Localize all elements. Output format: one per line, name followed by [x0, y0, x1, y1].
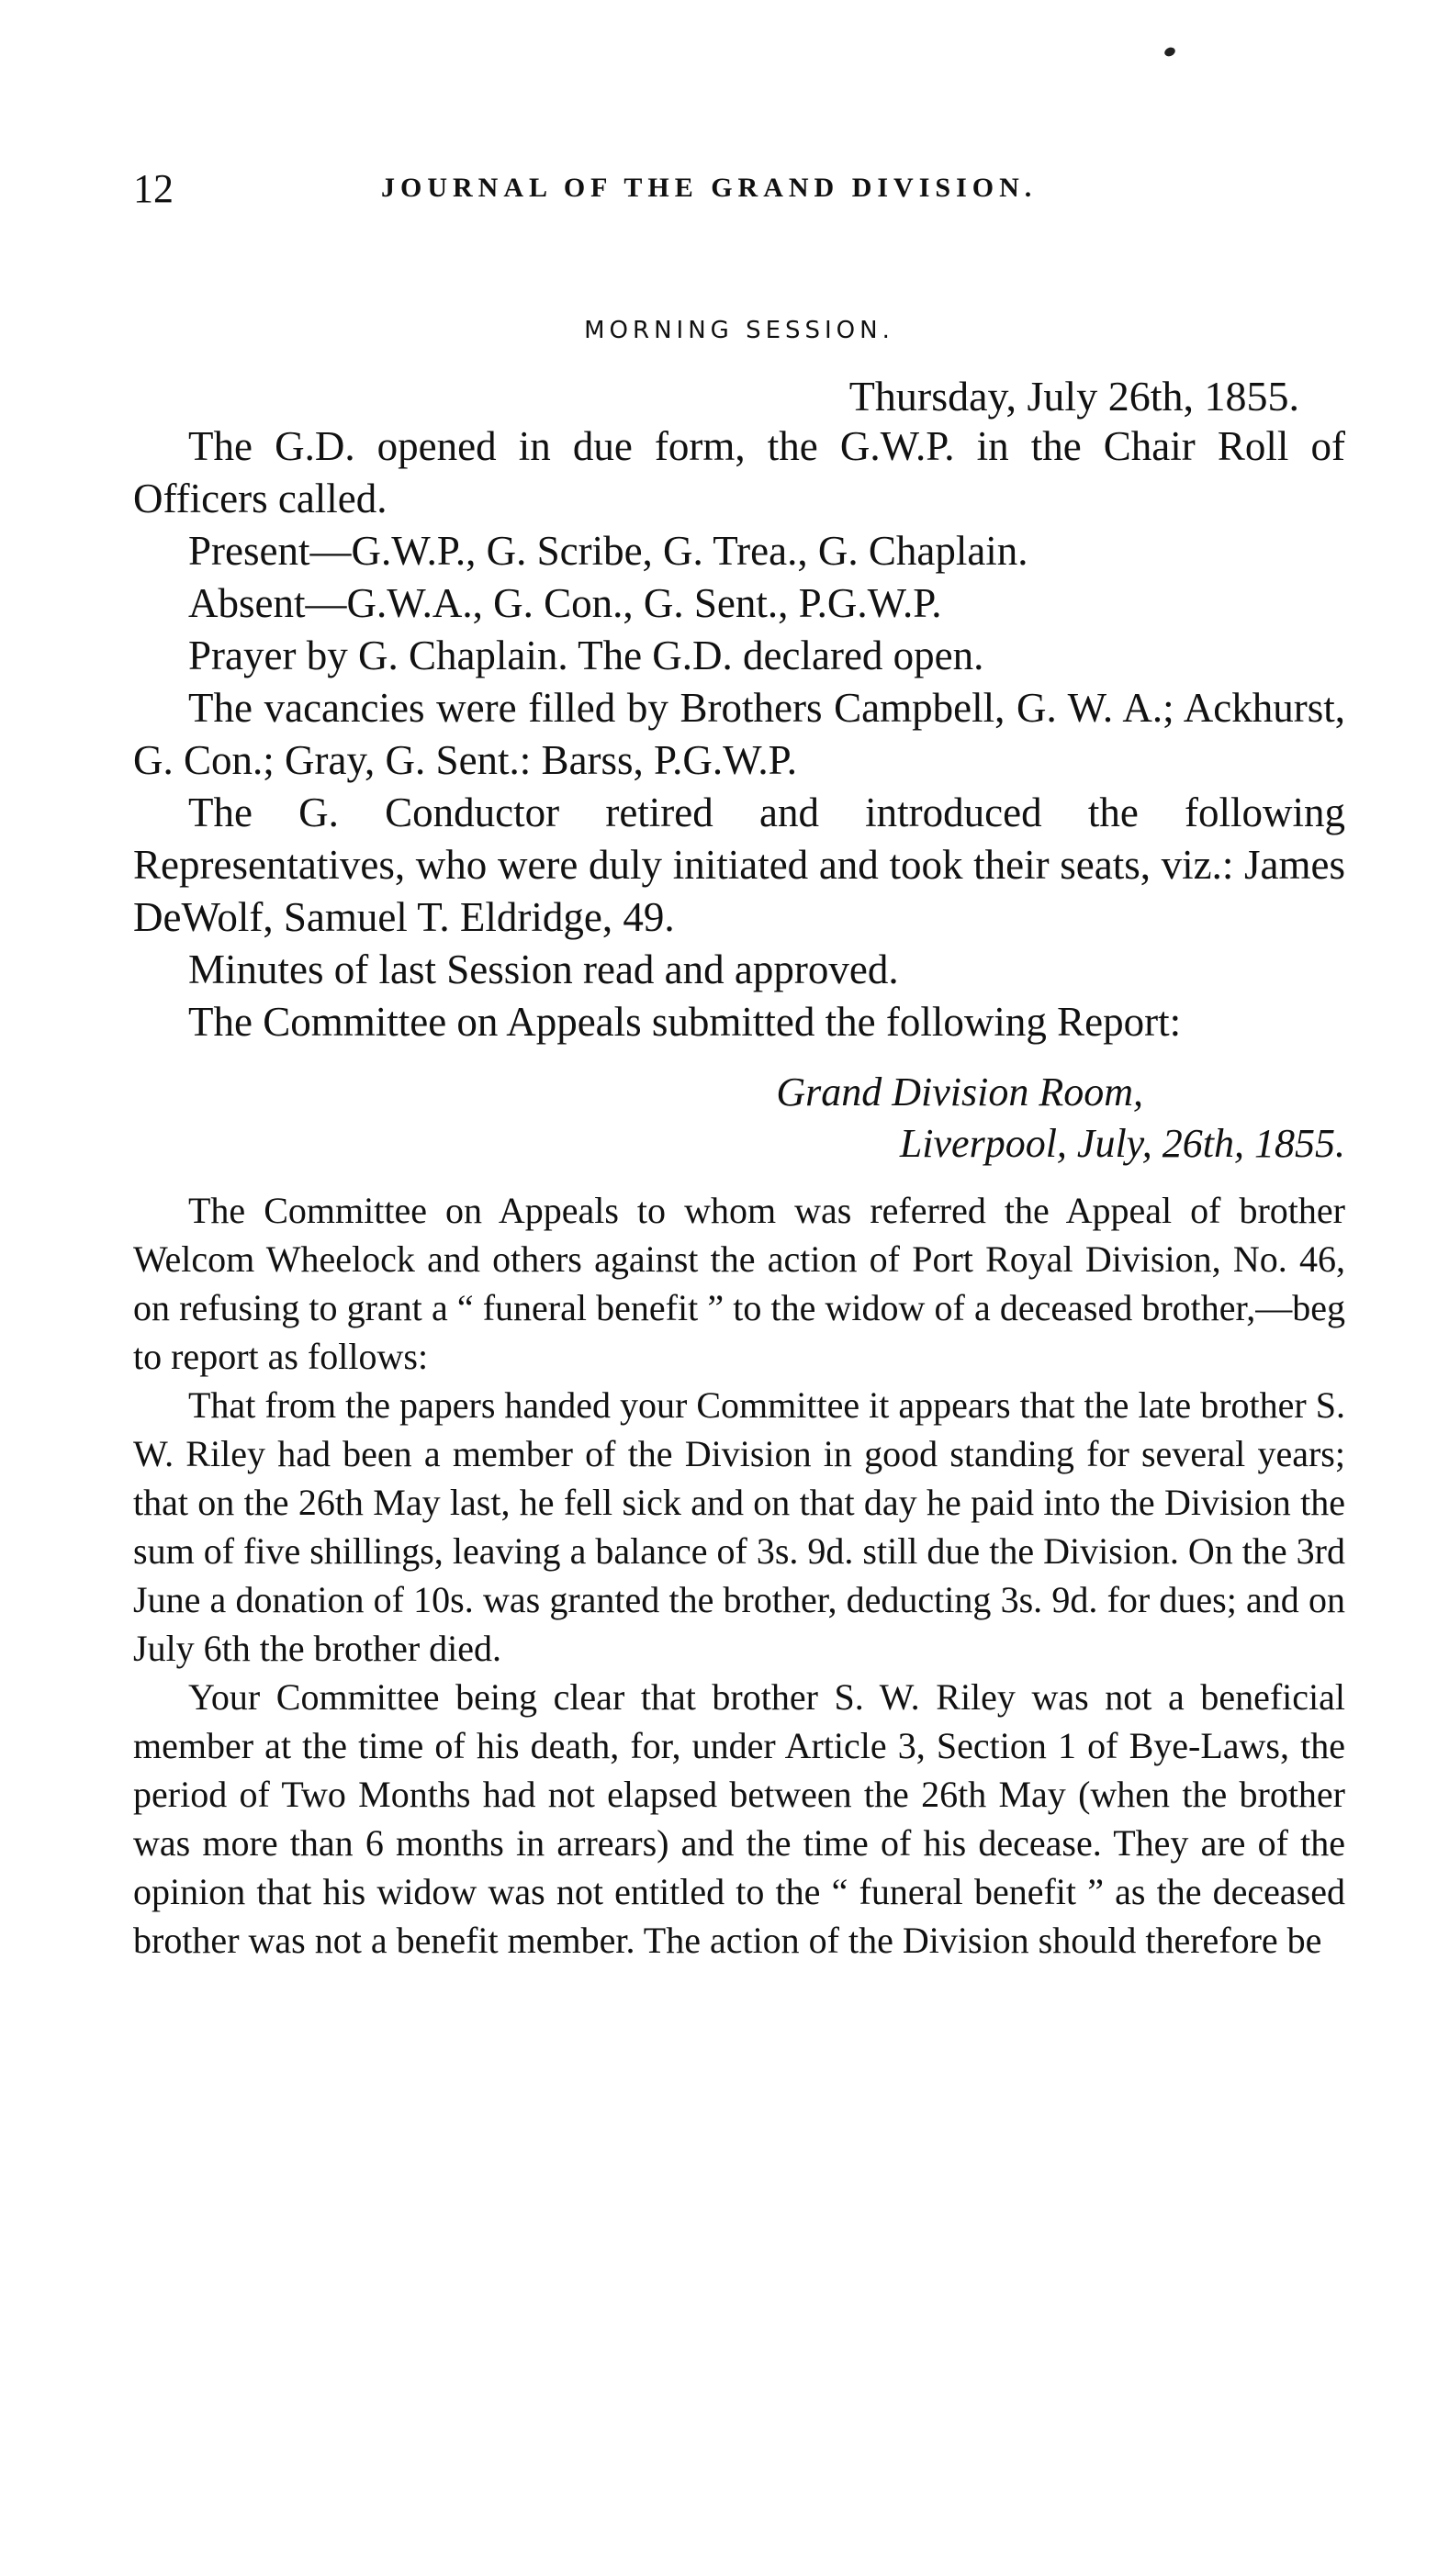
report-paragraph-2: That from the papers handed your Committee it appears that the late brother S. W. Riley had been a member of the Division in good standing for several years; that on the 26th May last, he fell sick and on that day he paid into the Division the sum of five shillings, leaving a balance of 3s. 9d. still due the Division. On the 3rd June a donation of 10s. was granted the brother, deducting 3s. 9d. for dues; and on July 6th the brother died.: [133, 1384, 1345, 1669]
running-title: JOURNAL OF THE GRAND DIVISION.: [381, 173, 1038, 203]
report-heading-line2: Liverpool, July, 26th, 1855.: [899, 1121, 1345, 1166]
paragraph-absent: Absent—G.W.A., G. Con., G. Sent., P.G.W.P.: [188, 580, 942, 626]
paragraph-committee: The Committee on Appeals submitted the following Report:: [188, 999, 1182, 1045]
paragraph-conductor: The G. Conductor retired and introduced the following Representatives, who were duly initiated and took their seats, viz.: James DeWolf, Samuel T. Eldridge, 49.: [133, 790, 1345, 940]
session-date: Thursday, July 26th, 1855.: [848, 373, 1299, 420]
page-number: 12: [133, 166, 174, 211]
paragraph-vacancies: The vacancies were filled by Brothers Campbell, G. W. A.; Ackhurst, G. Con.; Gray, G. Sent.: Barss, P.G.W.P.: [133, 685, 1345, 783]
page-header: [133, 138, 1345, 230]
paragraph-minutes: Minutes of last Session read and approved.: [188, 946, 899, 992]
report-paragraph-3: Your Committee being clear that brother S. W. Riley was not a beneficial member at the time of his death, for, under Article 3, Section 1 of Bye-Laws, the period of Two Months had not elapsed between the 26th May (when the brother was more than 6 months in arrears) and the time of his decease. They are of the opinion that his widow was not entitled to the “ funeral benefit ” as the deceased brother was not a benefit member. The action of the Division should therefore be: [133, 1676, 1345, 1961]
ink-mark: [1163, 46, 1177, 58]
paragraph-present: Present—G.W.P., G. Scribe, G. Trea., G. Chaplain.: [188, 528, 1028, 574]
session-heading: MORNING SESSION.: [584, 317, 894, 344]
report-paragraph-1: The Committee on Appeals to whom was referred the Appeal of brother Welcom Wheelock and others against the action of Port Royal Division, No. 46, on refusing to grant a “ funeral benefit ” to the widow of a deceased brother,—beg to report as follows:: [133, 1190, 1345, 1377]
paragraph-prayer: Prayer by G. Chaplain. The G.D. declared open.: [188, 633, 984, 678]
report-heading-line1: Grand Division Room,: [776, 1070, 1143, 1114]
page: [133, 138, 1345, 1965]
paragraph-opening: The G.D. opened in due form, the G.W.P. in the Chair Roll of Officers called.: [133, 423, 1345, 521]
